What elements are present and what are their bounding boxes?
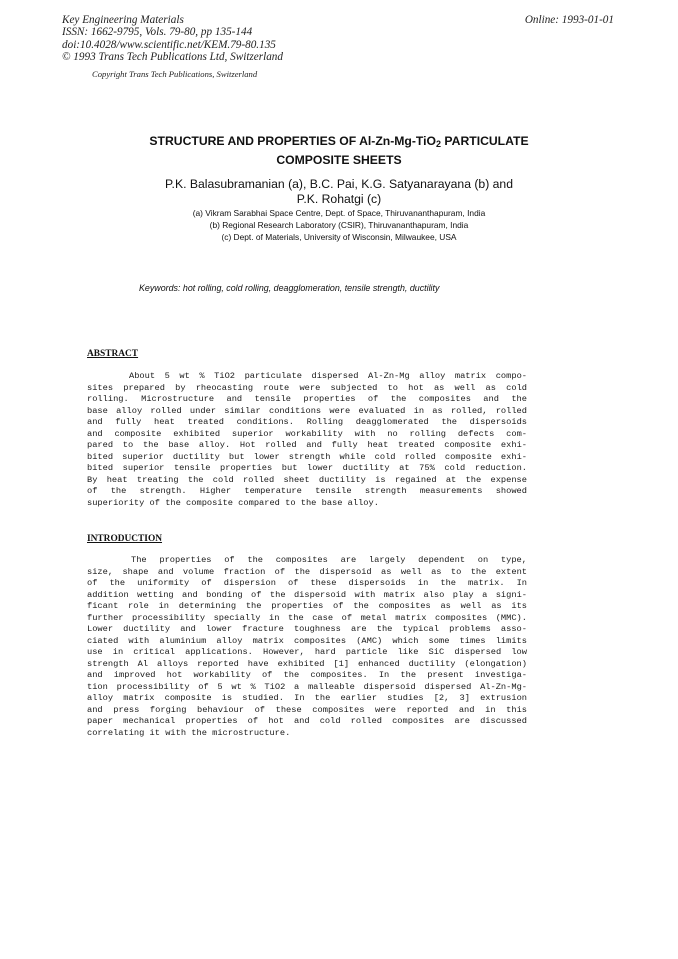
introduction-heading: INTRODUCTION bbox=[87, 534, 163, 544]
abstract-line: of the strength. Higher temperature tensile strength measurements showed bbox=[87, 486, 527, 496]
title-text: STRUCTURE AND PROPERTIES OF Al-Zn-Mg-TiO bbox=[149, 134, 437, 148]
abstract-line: base alloy rolled under similar conditions were evaluated in as rolled, rolled bbox=[87, 405, 527, 416]
affiliation-c: (c) Dept. of Materials, University of Wisconsin, Milwaukee, USA bbox=[221, 232, 457, 242]
online-date: Online: 1993-01-01 bbox=[524, 14, 614, 26]
keywords: Keywords: hot rolling, cold rolling, deagglomeration, tensile strength, ductility bbox=[139, 283, 440, 293]
intro-line: ciated with aluminium alloy matrix composites (AMC) which some times limits bbox=[87, 635, 527, 646]
abstract-line: and fully heat treated conditions. Rolling deagglomerated the dispersoids bbox=[87, 417, 527, 427]
intro-line: further processibility specially in the case of metal matrix composites (MMC). bbox=[87, 612, 527, 623]
intro-line: correlating it with the microstructure. bbox=[87, 727, 291, 738]
intro-line: ficant role in determining the properties of the composites as well as its bbox=[87, 601, 527, 611]
intro-line: and press forging behaviour of these composites were reported and in this bbox=[87, 704, 527, 715]
intro-line: of the uniformity of dispersion of these dispersoids in the matrix. In bbox=[87, 578, 527, 588]
issn-line: ISSN: 1662-9795, Vols. 79-80, pp 135-144 bbox=[62, 26, 253, 39]
title-subscript: 2 bbox=[436, 139, 442, 149]
journal-name: Key Engineering Materials bbox=[62, 14, 184, 26]
abstract-line: bited superior ductility but lower strength while cold rolled composite exhi- bbox=[87, 451, 527, 462]
title-line-1 bbox=[0, 134, 678, 153]
intro-line: The properties of the composites are largely dependent on type, bbox=[131, 555, 527, 565]
title-line-2: COMPOSITE SHEETS bbox=[276, 152, 402, 167]
copyright-notice: Copyright Trans Tech Publications, Switzerland bbox=[92, 69, 258, 79]
author-list bbox=[0, 177, 678, 206]
intro-line: strength Al alloys reported have exhibited [1] enhanced ductility (elongation) bbox=[87, 658, 527, 669]
title-text-end: PARTICULATE bbox=[441, 134, 529, 148]
abstract-line: sites prepared by rheocasting route were subjected to hot as well as cold bbox=[87, 382, 527, 393]
abstract-line: About 5 wt % TiO2 particulate dispersed Al-Zn-Mg alloy matrix compo- bbox=[129, 371, 527, 381]
abstract-line: and composite exhibited superior workability with no rolling defects com- bbox=[87, 428, 527, 439]
intro-line: use in critical applications. However, hard particle like SiC dispersed low bbox=[87, 647, 527, 657]
intro-line: addition wetting and bonding of the dispersoid with matrix also play a signi- bbox=[87, 589, 527, 600]
journal-header bbox=[62, 14, 283, 64]
intro-line: Lower ductility and lower fracture toughness are the typical problems asso- bbox=[87, 624, 527, 634]
doi-line[interactable]: doi:10.4028/www.scientific.net/KEM.79-80.135 bbox=[62, 38, 276, 51]
abstract-heading: ABSTRACT bbox=[87, 349, 139, 359]
affiliation-b: (b) Regional Research Laboratory (CSIR), Thiruvananthapuram, India bbox=[209, 220, 469, 230]
intro-line: tion processibility of 5 wt % TiO2 a malleable dispersoid dispersed Al-Zn-Mg- bbox=[87, 681, 527, 692]
abstract-line: pared to the base alloy. Hot rolled and fully heat treated composite exhi- bbox=[87, 440, 527, 450]
affiliation-a: (a) Vikram Sarabhai Space Centre, Dept. of Space, Thiruvananthapuram, India bbox=[192, 208, 486, 218]
abstract-line: rolling. Microstructure and tensile properties of the composites and the bbox=[87, 394, 527, 404]
abstract-line: superiority of the composite compared to the base alloy. bbox=[87, 497, 379, 508]
paper-title bbox=[0, 134, 678, 168]
intro-line: size, shape and volume fraction of the dispersoid as well as to the extent bbox=[87, 566, 527, 577]
abstract-line: By heat treating the cold rolled sheet ductility is regained at the expense bbox=[87, 474, 527, 485]
introduction-body bbox=[87, 555, 527, 739]
intro-line: paper mechanical properties of hot and cold rolled composites are discussed bbox=[87, 716, 527, 726]
publisher-line: © 1993 Trans Tech Publications Ltd, Switzerland bbox=[62, 51, 283, 64]
authors-line-1: P.K. Balasubramanian (a), B.C. Pai, K.G. Satyanarayana (b) and bbox=[165, 177, 513, 191]
abstract-line: bited superior tensile properties but lower ductility at 75% cold reduction. bbox=[87, 463, 527, 473]
abstract-body bbox=[87, 371, 527, 509]
authors-line-2: P.K. Rohatgi (c) bbox=[296, 191, 382, 206]
intro-line: alloy matrix composite is studied. In the earlier studies [2, 3] extrusion bbox=[87, 693, 527, 703]
intro-line: and improved hot workability of the composites. In the present investiga- bbox=[87, 670, 527, 680]
